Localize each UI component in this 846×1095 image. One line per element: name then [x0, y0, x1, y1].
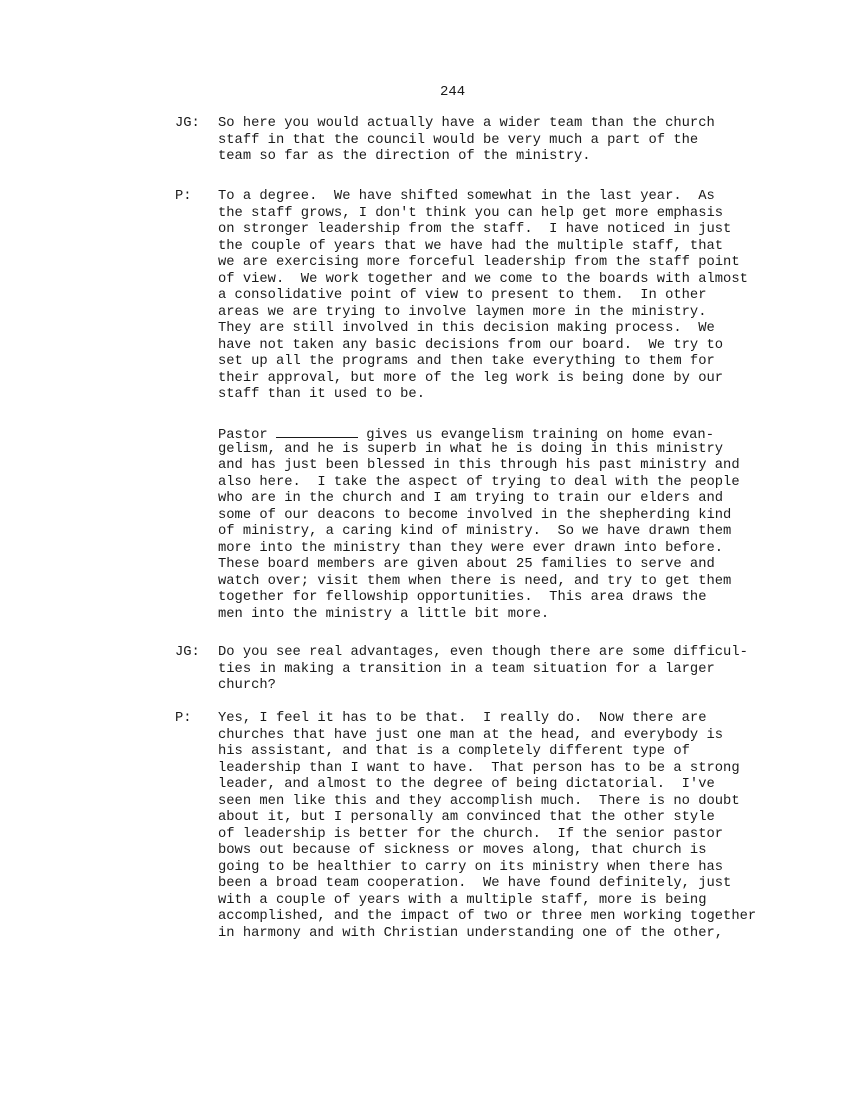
text-line-with-blank [218, 425, 818, 442]
text-line: of leadership is better for the church. If the senior pastor [218, 826, 724, 842]
text-line: in harmony and with Christian understanding one of the other, [218, 925, 724, 941]
text-line: and has just been blessed in this through his past ministry and [218, 458, 740, 473]
speaker-label: JG: [175, 645, 200, 660]
text-line: They are still involved in this decision making process. We [218, 321, 715, 336]
paragraph-text [218, 711, 818, 942]
text-line: the couple of years that we have had the multiple staff, that [218, 238, 724, 254]
text-line: some of our deacons to become involved in the shepherding kind [218, 507, 732, 523]
speaker-label: P: [175, 711, 192, 726]
text-line: his assistant, and that is a completely different type of [218, 744, 690, 759]
text-line: on stronger leadership from the staff. I have noticed in just [218, 222, 732, 237]
paragraph-text [218, 645, 818, 695]
text-line: together for fellowship opportunities. This area draws the [218, 590, 707, 605]
name-blank [276, 425, 358, 438]
paragraph-text [218, 425, 818, 623]
text-line: areas we are trying to involve laymen more in the ministry. [218, 304, 707, 320]
page-number: 244 [440, 84, 466, 100]
text-line: staff than it used to be. [218, 387, 425, 402]
text-line: team so far as the direction of the ministry. [218, 149, 591, 164]
speaker-label: JG: [175, 116, 200, 131]
text-line: ties in making a transition in a team situation for a larger [218, 661, 715, 677]
text-line: Do you see real advantages, even though there are some difficul- [218, 645, 748, 660]
text-line: staff in that the council would be very much a part of the [218, 132, 699, 148]
text-line: bows out because of sickness or moves along, that church is [218, 843, 707, 858]
line-start: Pastor [218, 428, 276, 443]
text-line: also here. I take the aspect of trying to deal with the people [218, 474, 740, 490]
text-line: of view. We work together and we come to the boards with almost [218, 271, 748, 287]
line-end: gives us evangelism training on home evan- [357, 428, 714, 443]
text-line: we are exercising more forceful leadership from the staff point [218, 255, 740, 270]
text-line: accomplished, and the impact of two or three men working together [218, 909, 757, 924]
text-line: with a couple of years with a multiple staff, more is being [218, 892, 707, 908]
text-line: leadership than I want to have. That person has to be a strong [218, 760, 740, 776]
text-line: who are in the church and I am trying to train our elders and [218, 491, 724, 506]
text-line: been a broad team cooperation. We have found definitely, just [218, 876, 732, 891]
text-line: their approval, but more of the leg work is being done by our [218, 370, 724, 386]
text-line: men into the ministry a little bit more. [218, 606, 550, 622]
text-line: seen men like this and they accomplish much. There is no doubt [218, 793, 740, 809]
text-line: gelism, and he is superb in what he is doing in this ministry [218, 441, 724, 457]
text-line: To a degree. We have shifted somewhat in the last year. As [218, 189, 715, 204]
text-line: the staff grows, I don't think you can help get more emphasis [218, 205, 724, 221]
text-line: church? [218, 678, 276, 693]
text-line: set up all the programs and then take everything to them for [218, 354, 715, 369]
text-line: going to be healthier to carry on its ministry when there has [218, 859, 724, 875]
text-line: have not taken any basic decisions from our board. We try to [218, 337, 724, 353]
text-line: of ministry, a caring kind of ministry. So we have drawn them [218, 524, 732, 539]
text-line: a consolidative point of view to present to them. In other [218, 288, 707, 303]
text-line: about it, but I personally am convinced that the other style [218, 810, 715, 825]
paragraph-text [218, 116, 818, 166]
text-line: Yes, I feel it has to be that. I really do. Now there are [218, 711, 707, 726]
text-line: watch over; visit them when there is need, and try to get them [218, 573, 732, 589]
text-line: churches that have just one man at the head, and everybody is [218, 727, 724, 743]
text-line: These board members are given about 25 families to serve and [218, 557, 715, 572]
text-line: more into the ministry than they were ever drawn into before. [218, 540, 724, 556]
paragraph-text [218, 189, 818, 404]
text-line: So here you would actually have a wider team than the church [218, 116, 715, 131]
speaker-label: P: [175, 189, 192, 204]
text-line: leader, and almost to the degree of being dictatorial. I've [218, 777, 715, 792]
